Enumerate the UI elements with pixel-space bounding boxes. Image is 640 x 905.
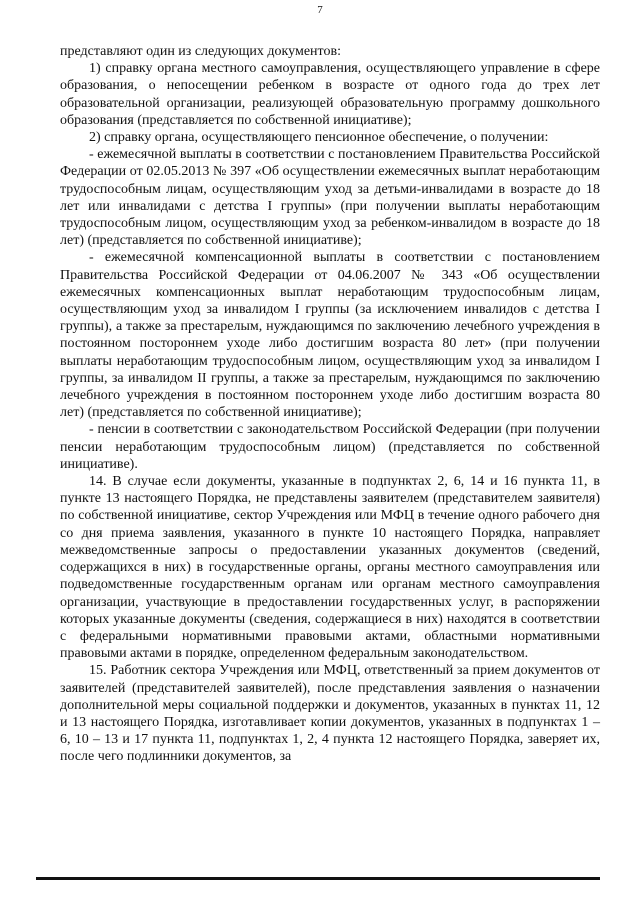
paragraph-pension: - пенсии в соответствии с законодательством Российской Федерации (при получении пенсии неработающим трудоспособным лицом) (представляется по собственной инициативе). [60, 422, 600, 472]
paragraph-item-2: 2) справку органа, осуществляющего пенсионное обеспечение, о получении: [89, 130, 549, 146]
paragraph-section-14: 14. В случае если документы, указанные в подпунктах 2, 6, 14 и 16 пункта 11, в пункте 13 настоящего Порядка, не представлены заявителем (представителем заявителя) по собственной инициативе, сектор Учреждения или МФЦ в течение одного рабочего дня со дня приема заявления, указанного в пункте 10 настоящего Порядка, направляет межведомственные запросы о предоставлении указанных документов (сведений, содержащихся в них) в государственные органы, органы местного самоуправления или подведомственные государственным органам или органам местного самоуправления организации, участвующие в предоставлении государственных услуг, в распоряжении которых указанные документы (сведения, содержащиеся в них) находятся в соответствии с федеральными нормативными правовыми актами, областными нормативными правовыми актами в порядке, определенном федеральным законодательством. [60, 474, 600, 662]
paragraph-item-1: 1) справку органа местного самоуправления, осуществляющего управление в сфере образования, о непосещении ребенком в возрасте от одного года до трех лет образовательной организации, реализующей образовательную программу дошкольного образования (представляется по собственной инициативе); [60, 61, 600, 128]
document-body [60, 43, 600, 766]
paragraph-intro: представляют один из следующих документов: [60, 44, 341, 59]
bottom-rule [36, 877, 600, 880]
paragraph-monthly-payment: - ежемесячной выплаты в соответствии с постановлением Правительства Российской Федерации от 02.05.2013 № 397 «Об осуществлении ежемесячных выплат неработающим трудоспособным лицам, осуществляющим уход за детьми-инвалидами в возрасте до 18 лет или инвалидами с детства I группы» (при получении выплаты неработающим трудоспособным лицом, осуществляющим уход за ребенком-инвалидом в возрасте до 18 лет) (представляется по собственной инициативе); [60, 147, 600, 249]
paragraph-compensation-payment: - ежемесячной компенсационной выплаты в соответствии с постановлением Правительства Российской Федерации от 04.06.2007 № 343 «Об осуществлении ежемесячных компенсационных выплат неработающим трудоспособным лицам, осуществляющим уход за инвалидом I группы (за исключением инвалидов с детства I группы), а также за престарелым, нуждающимся по заключению лечебного учреждения в постоянном постороннем уходе либо достигшим возраста 80 лет» (при получении выплаты неработающим трудоспособным лицом, осуществляющим уход за инвалидом I группы, за инвалидом II группы, а также за престарелым, нуждающимся по заключению лечебного учреждения в постоянном постороннем уходе либо достигшим возраста 80 лет) (представляется по собственной инициативе); [60, 250, 600, 421]
page-number: 7 [317, 4, 323, 16]
paragraph-section-15: 15. Работник сектора Учреждения или МФЦ, ответственный за прием документов от заявителей (представителей заявителей), после представления заявления о назначении дополнительной меры социальной поддержки и документов, указанных в пунктах 11, 12 и 13 настоящего Порядка, изготавливает копии документов, указанных в подпунктах 1 – 6, 10 – 13 и 17 пункта 11, подпунктах 1, 2, 4 пункта 12 настоящего Порядка, заверяет их, после чего подлинники документов, за [60, 663, 600, 765]
